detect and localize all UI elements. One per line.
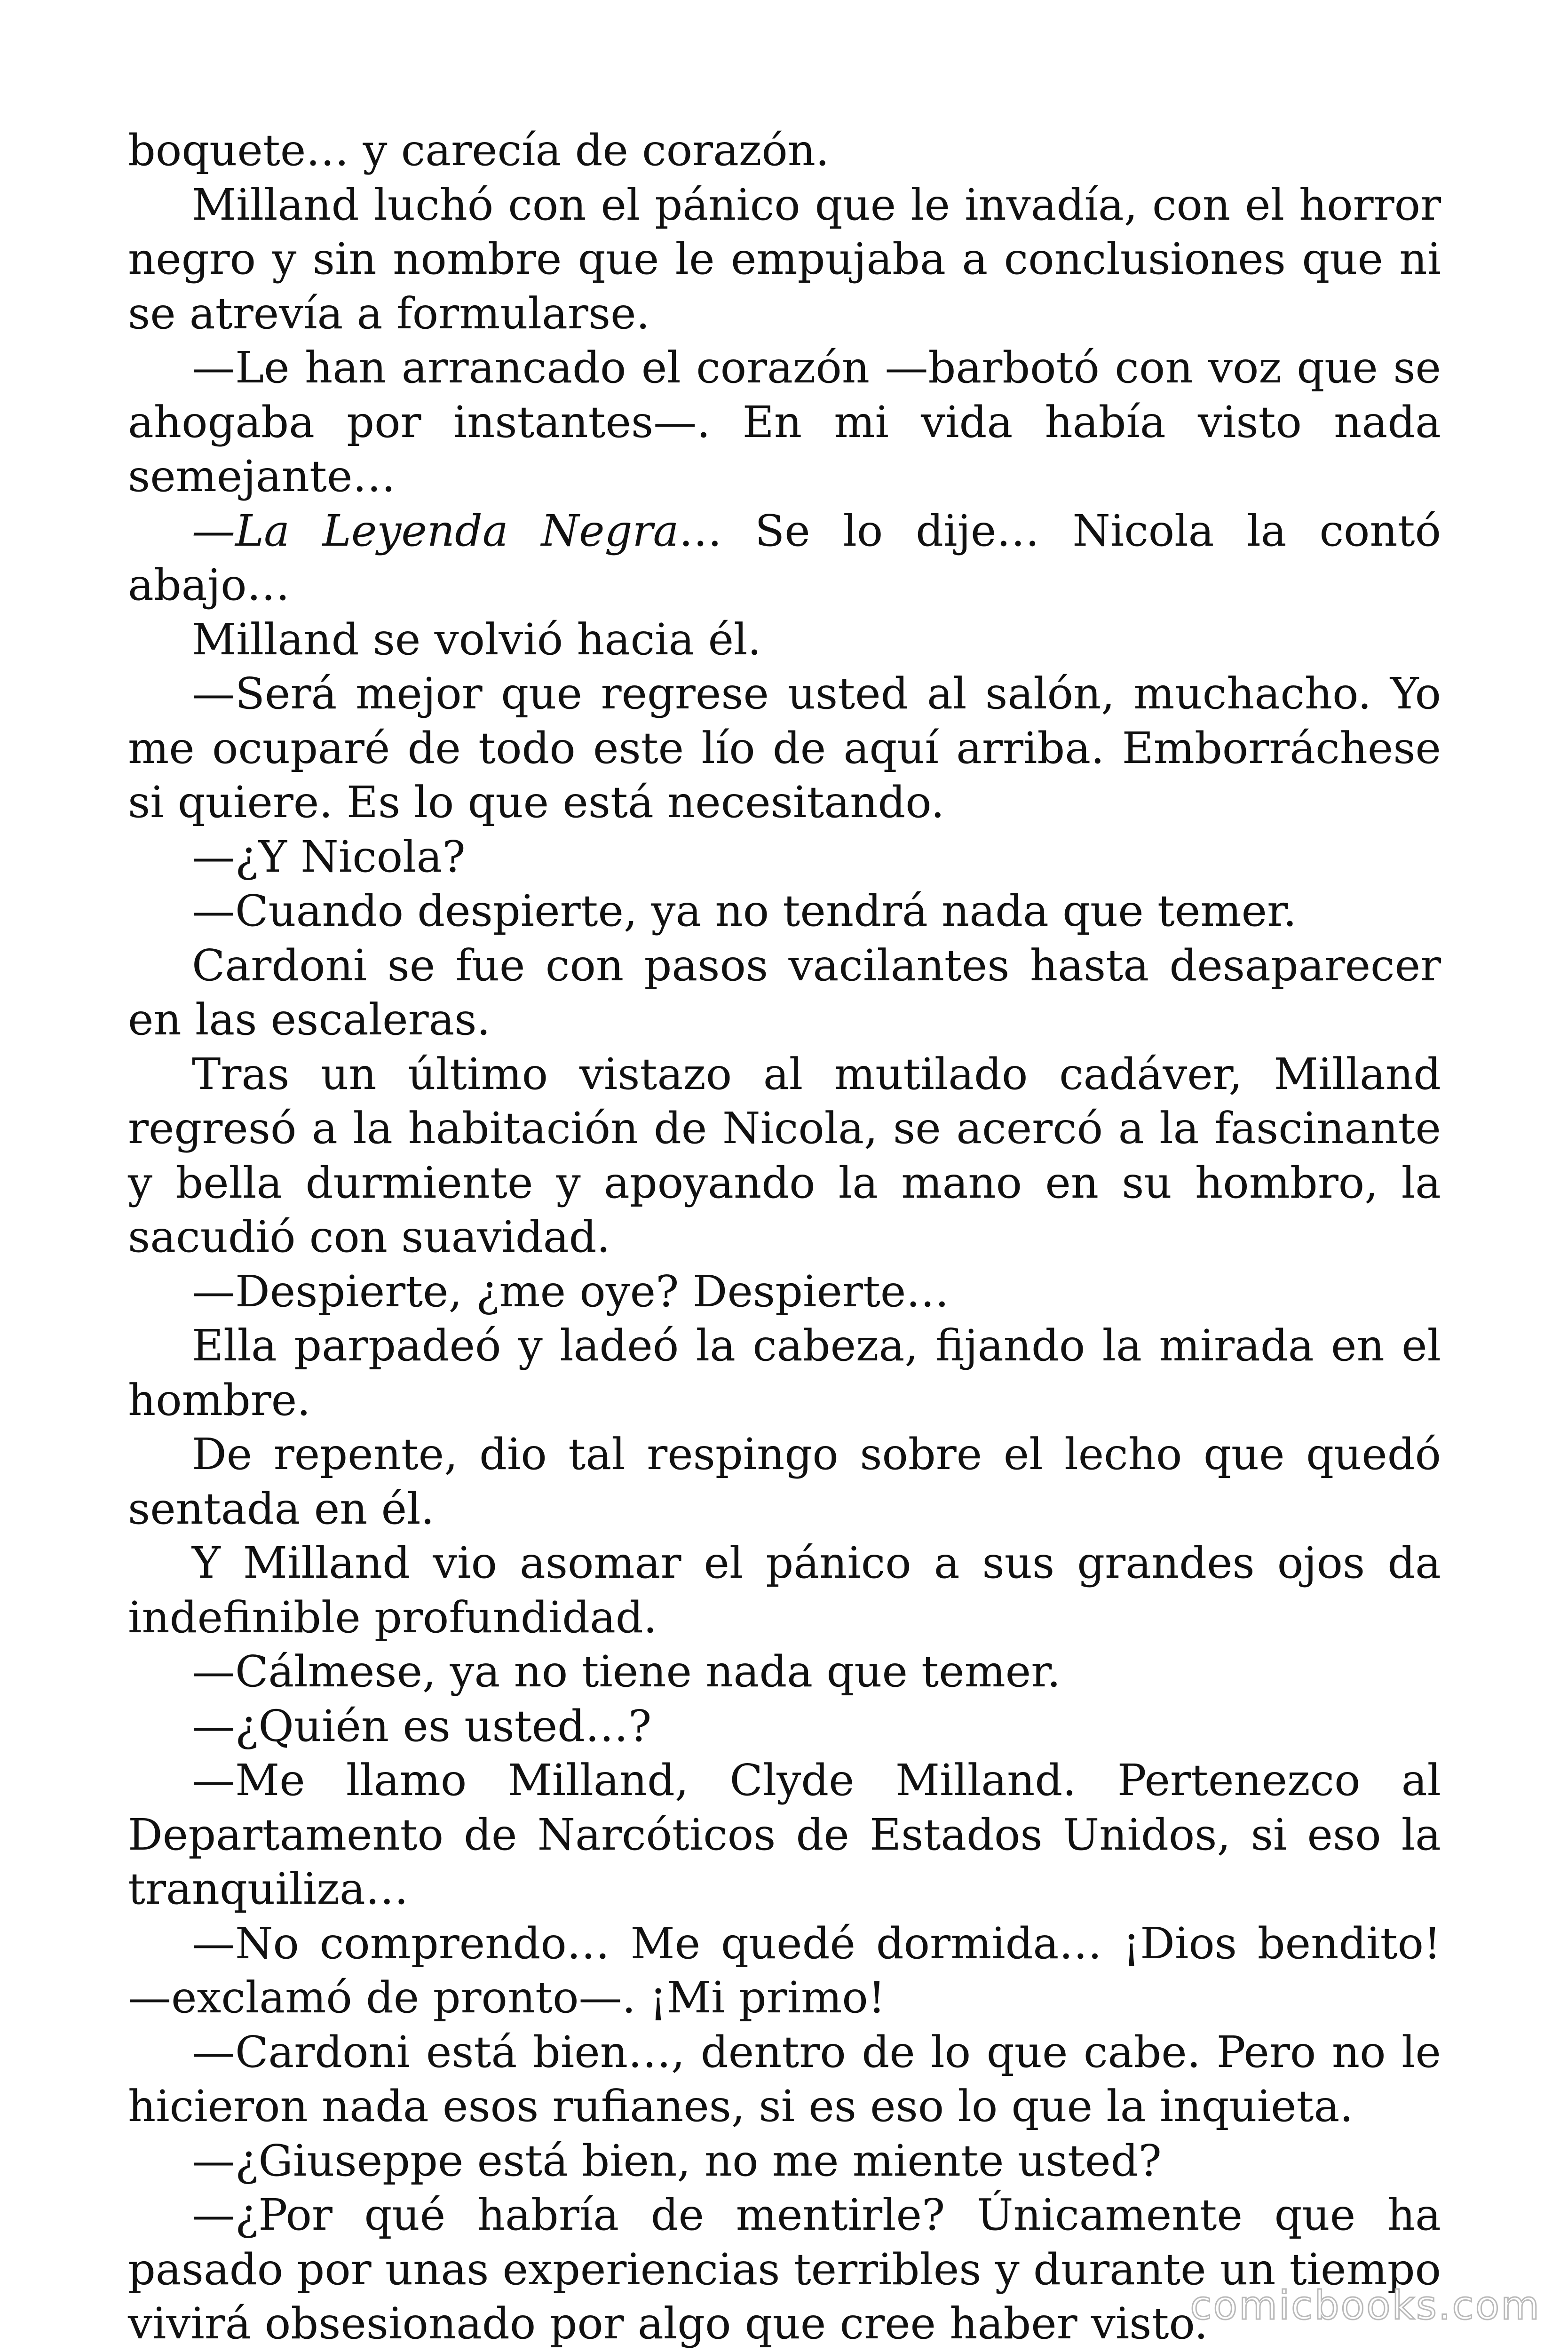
paragraph bbox=[128, 1699, 1441, 1754]
paragraph-text: —¿Quién es usted…? bbox=[192, 1700, 652, 1751]
watermark: comicbooks.com bbox=[1190, 2282, 1541, 2328]
paragraph bbox=[128, 1427, 1441, 1536]
paragraph-text: —Cálmese, ya no tiene nada que temer. bbox=[192, 1646, 1061, 1697]
paragraph bbox=[128, 1645, 1441, 1699]
paragraph bbox=[128, 2025, 1441, 2134]
paragraph-text: Milland luchó con el pánico que le invadía, con el horror negro y sin nombre que le empujaba a conclusiones que ni se atrevía a formularse. bbox=[128, 179, 1441, 339]
paragraph-text: —Despierte, ¿me oye? Despierte… bbox=[192, 1266, 950, 1317]
paragraph bbox=[128, 667, 1441, 830]
paragraph bbox=[128, 1319, 1441, 1427]
paragraph-text: Ella parpadeó y ladeó la cabeza, fijando la mirada en el hombre. bbox=[128, 1320, 1441, 1425]
body-text bbox=[128, 123, 1441, 2352]
paragraph-text: boquete… y carecía de corazón. bbox=[128, 125, 830, 175]
paragraph-text: —Será mejor que regrese usted al salón, muchacho. Yo me ocuparé de todo este lío de aquí arriba. Emborráchese si quiere. Es lo que está necesitando. bbox=[128, 668, 1441, 827]
paragraph bbox=[128, 938, 1441, 1047]
paragraph-text: De repente, dio tal respingo sobre el lecho que quedó sentada en él. bbox=[128, 1429, 1441, 1534]
paragraph bbox=[128, 1916, 1441, 2025]
paragraph-text: —Me llamo Milland, Clyde Milland. Pertenezco al Departamento de Narcóticos de Estados Unidos, si eso la tranquiliza… bbox=[128, 1755, 1441, 1914]
paragraph bbox=[128, 341, 1441, 504]
paragraph bbox=[128, 1753, 1441, 1916]
paragraph bbox=[128, 123, 1441, 178]
paragraph bbox=[128, 504, 1441, 612]
paragraph-text: —¿Por qué habría de mentirle? Únicamente que ha pasado por unas experiencias terribles y durante un tiempo vivirá obsesionado por algo que cree haber visto. bbox=[128, 2190, 1441, 2349]
paragraph bbox=[128, 1264, 1441, 1319]
paragraph bbox=[128, 2134, 1441, 2188]
book-page bbox=[128, 123, 1441, 2352]
paragraph bbox=[128, 830, 1441, 884]
paragraph-text: Y Milland vio asomar el pánico a sus grandes ojos da indefinible profundidad. bbox=[128, 1538, 1441, 1643]
paragraph-text: —Cuando despierte, ya no tendrá nada que temer. bbox=[192, 886, 1297, 936]
paragraph-text: —Cardoni está bien…, dentro de lo que cabe. Pero no le hicieron nada esos rufianes, si es eso lo que la inquieta. bbox=[128, 2026, 1441, 2131]
paragraph-text: Milland se volvió hacia él. bbox=[192, 614, 761, 665]
paragraph-text: —¿Giuseppe está bien, no me miente usted? bbox=[192, 2135, 1162, 2186]
paragraph-text: —No comprendo… Me quedé dormida… ¡Dios bendito! —exclamó de pronto—. ¡Mi primo! bbox=[128, 1918, 1441, 2023]
paragraph-text: —Le han arrancado el corazón —barbotó con voz que se ahogaba por instantes—. En mi vida había visto nada semejante… bbox=[128, 342, 1441, 501]
paragraph bbox=[128, 178, 1441, 341]
paragraph bbox=[128, 1536, 1441, 1645]
paragraph-text: Tras un último vistazo al mutilado cadáver, Milland regresó a la habitación de Nicola, se acercó a la fascinante y bella durmiente y apoyando la mano en su hombro, la sacudió con suavidad. bbox=[128, 1049, 1441, 1262]
paragraph bbox=[128, 884, 1441, 938]
paragraph-text: Cardoni se fue con pasos vacilantes hasta desaparecer en las escaleras. bbox=[128, 940, 1441, 1045]
paragraph-text: —¿Y Nicola? bbox=[192, 831, 466, 882]
paragraph bbox=[128, 1047, 1441, 1264]
paragraph bbox=[128, 612, 1441, 667]
paragraph-text: … Se lo dije… Nicola la contó abajo… bbox=[128, 505, 1441, 610]
italic-title: —La Leyenda Negra bbox=[192, 505, 679, 556]
